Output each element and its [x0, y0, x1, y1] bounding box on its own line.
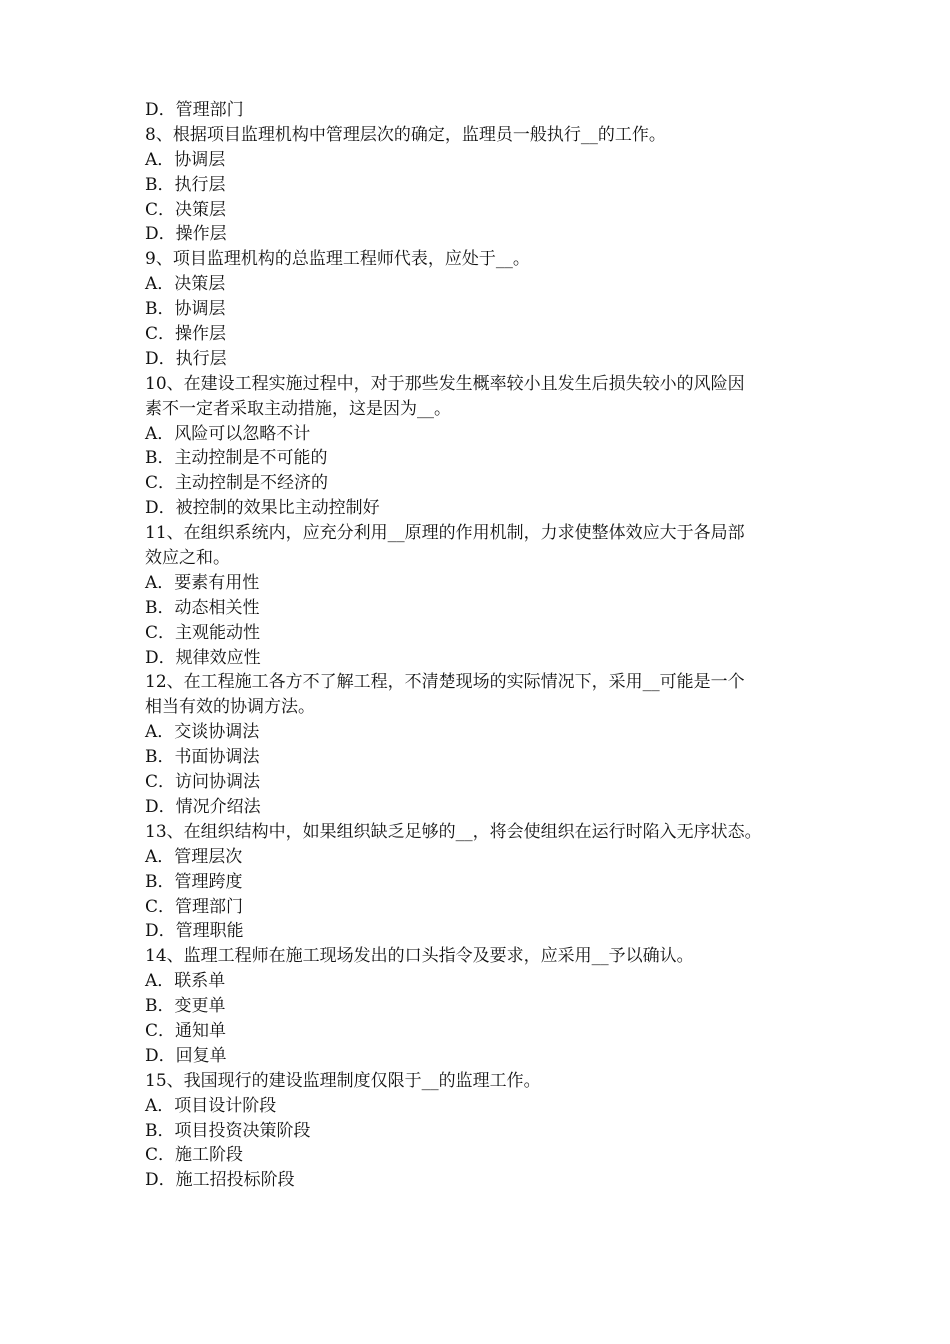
- question-line: 14、监理工程师在施工现场发出的口头指令及要求，应采用__予以确认。: [145, 946, 694, 967]
- document-page: [145, 98, 815, 1193]
- question-line: 13、在组织结构中，如果组织缺乏足够的__，将会使组织在运行时陷入无序状态。: [145, 821, 762, 842]
- option-line: B．管理跨度: [145, 871, 243, 892]
- option-line: D．情况介绍法: [145, 796, 261, 817]
- option-line: A．协调层: [145, 149, 226, 170]
- option-line: C．操作层: [145, 324, 227, 345]
- option-line: B．主动控制是不可能的: [145, 448, 328, 469]
- question-line: 相当有效的协调方法。: [145, 697, 315, 718]
- option-line: D．规律效应性: [145, 647, 261, 668]
- option-line: C．访问协调法: [145, 772, 261, 793]
- option-line: B．协调层: [145, 299, 226, 320]
- option-line: C．施工阶段: [145, 1145, 244, 1166]
- option-line: C．主观能动性: [145, 622, 261, 643]
- option-line: C．主动控制是不经济的: [145, 473, 329, 494]
- option-line: D．管理部门: [145, 100, 244, 120]
- option-line: D．被控制的效果比主动控制好: [145, 498, 380, 519]
- question-line: 11、在组织系统内，应充分利用__原理的作用机制，力求使整体效应大于各局部: [145, 523, 745, 544]
- option-line: C．通知单: [145, 1020, 227, 1041]
- option-line: C．管理部门: [145, 896, 244, 917]
- option-line: A．交谈协调法: [145, 722, 260, 743]
- option-line: B．书面协调法: [145, 747, 260, 768]
- question-line: 9、项目监理机构的总监理工程师代表，应处于__。: [145, 249, 530, 270]
- option-line: B．动态相关性: [145, 597, 260, 618]
- option-line: A．决策层: [145, 274, 226, 295]
- option-line: A．风险可以忽略不计: [145, 423, 311, 444]
- option-line: A．联系单: [145, 971, 226, 992]
- option-line: A．要素有用性: [145, 572, 260, 593]
- question-line: 效应之和。: [145, 548, 230, 569]
- question-line: 10、在建设工程实施过程中，对于那些发生概率较小且发生后损失较小的风险因: [145, 373, 745, 394]
- question-line: 15、我国现行的建设监理制度仅限于__的监理工作。: [145, 1070, 541, 1091]
- option-line: D．管理职能: [145, 921, 244, 942]
- option-line: A．项目设计阶段: [145, 1095, 277, 1116]
- question-line: 12、在工程施工各方不了解工程，不清楚现场的实际情况下，采用__可能是一个: [145, 672, 745, 693]
- option-line: B．变更单: [145, 996, 226, 1017]
- question-line: 素不一定者采取主动措施，这是因为__。: [145, 398, 451, 419]
- option-line: D．操作层: [145, 224, 227, 245]
- option-line: D．施工招投标阶段: [145, 1170, 295, 1191]
- option-line: D．执行层: [145, 348, 227, 369]
- option-line: D．回复单: [145, 1045, 227, 1066]
- option-line: B．项目投资决策阶段: [145, 1120, 311, 1141]
- question-line: 8、根据项目监理机构中管理层次的确定，监理员一般执行__的工作。: [145, 124, 666, 145]
- option-line: A．管理层次: [145, 846, 243, 867]
- option-line: C．决策层: [145, 199, 227, 220]
- option-line: B．执行层: [145, 174, 226, 195]
